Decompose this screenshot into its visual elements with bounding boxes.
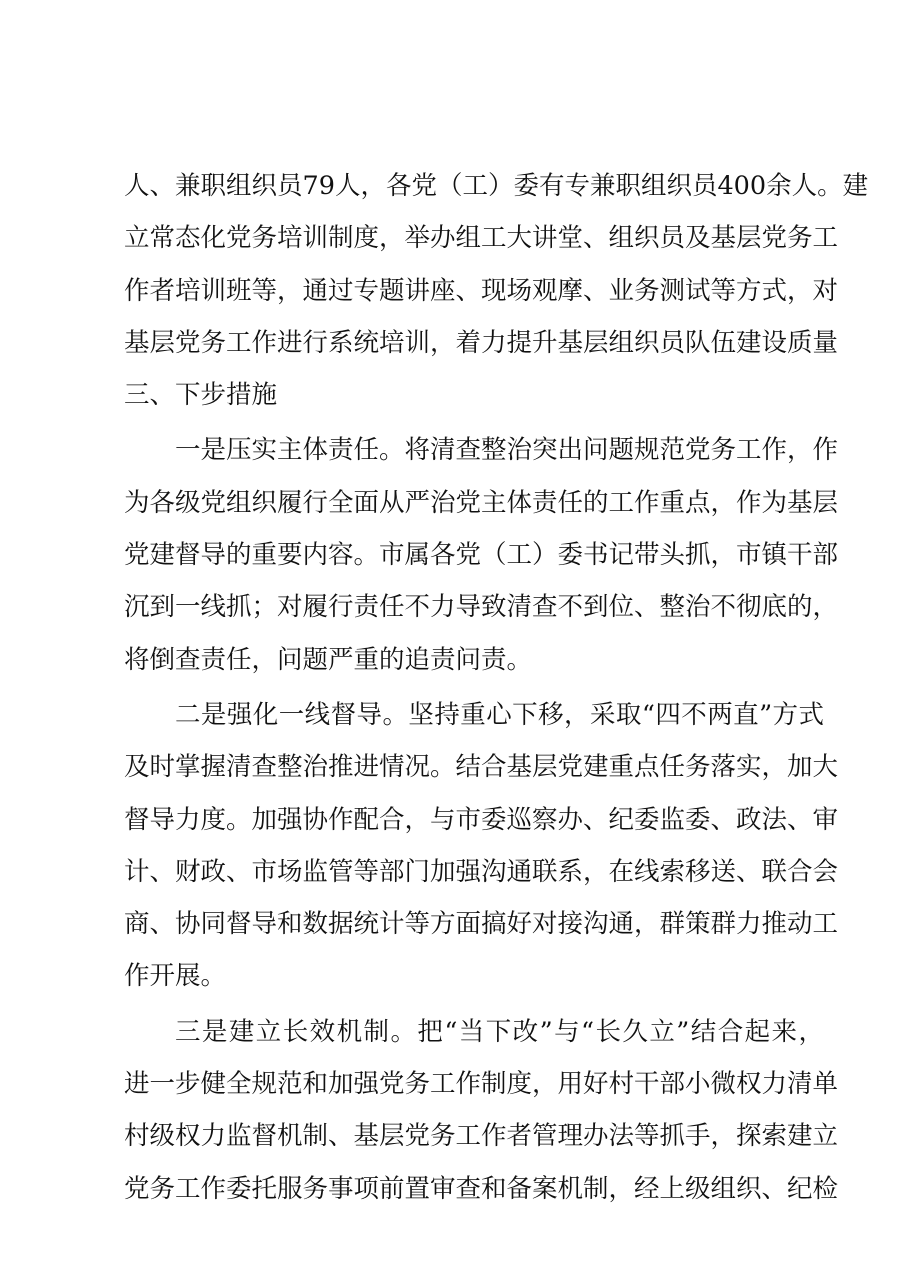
text-line: 立常态化党务培训制度，举办组工大讲堂、组织员及基层党务工 [124, 223, 839, 254]
paragraph-first-line: 三是建立长效机制。把“当下改”与“长久立”结合起来， [175, 1016, 824, 1047]
text-line: 督导力度。加强协作配合，与市委巡察办、纪委监委、政法、审 [124, 804, 839, 835]
text-line: 商、协同督导和数据统计等方面搞好对接沟通，群策群力推动工 [124, 909, 839, 940]
text-line: 作者培训班等，通过专题讲座、现场观摩、业务测试等方式，对 [124, 275, 839, 306]
section-heading: 三、下步措施 [124, 380, 278, 411]
text-line: 计、财政、市场监管等部门加强沟通联系，在线索移送、联合会 [124, 856, 839, 887]
text-line: 及时掌握清查整治推进情况。结合基层党建重点任务落实，加大 [124, 752, 839, 783]
text-line: 沉到一线抓；对履行责任不力导致清查不到位、整治不彻底的， [124, 592, 839, 623]
text-line: 进一步健全规范和加强党务工作制度，用好村干部小微权力清单 [124, 1069, 839, 1100]
text-line: 作开展。 [124, 961, 227, 992]
text-line: 将倒查责任，问题严重的追责问责。 [124, 644, 533, 675]
paragraph-first-line: 一是压实主体责任。将清查整治突出问题规范党务工作，作 [175, 435, 839, 466]
text-line: 基层党务工作进行系统培训，着力提升基层组织员队伍建设质量 [124, 327, 839, 358]
text-line: 党务工作委托服务事项前置审查和备案机制，经上级组织、纪检 [124, 1173, 839, 1204]
text-line: 党建督导的重要内容。市属各党（工）委书记带头抓，市镇干部 [124, 540, 839, 571]
text-line: 村级权力监督机制、基层党务工作者管理办法等抓手，探索建立 [124, 1121, 839, 1152]
text-line: 人、兼职组织员79人，各党（工）委有专兼职组织员400余人。建 [124, 171, 869, 201]
text-line: 为各级党组织履行全面从严治党主体责任的工作重点，作为基层 [124, 487, 839, 518]
document-body [124, 160, 869, 1215]
paragraph-first-line: 二是强化一线督导。坚持重心下移，采取“四不两直”方式 [175, 699, 824, 730]
